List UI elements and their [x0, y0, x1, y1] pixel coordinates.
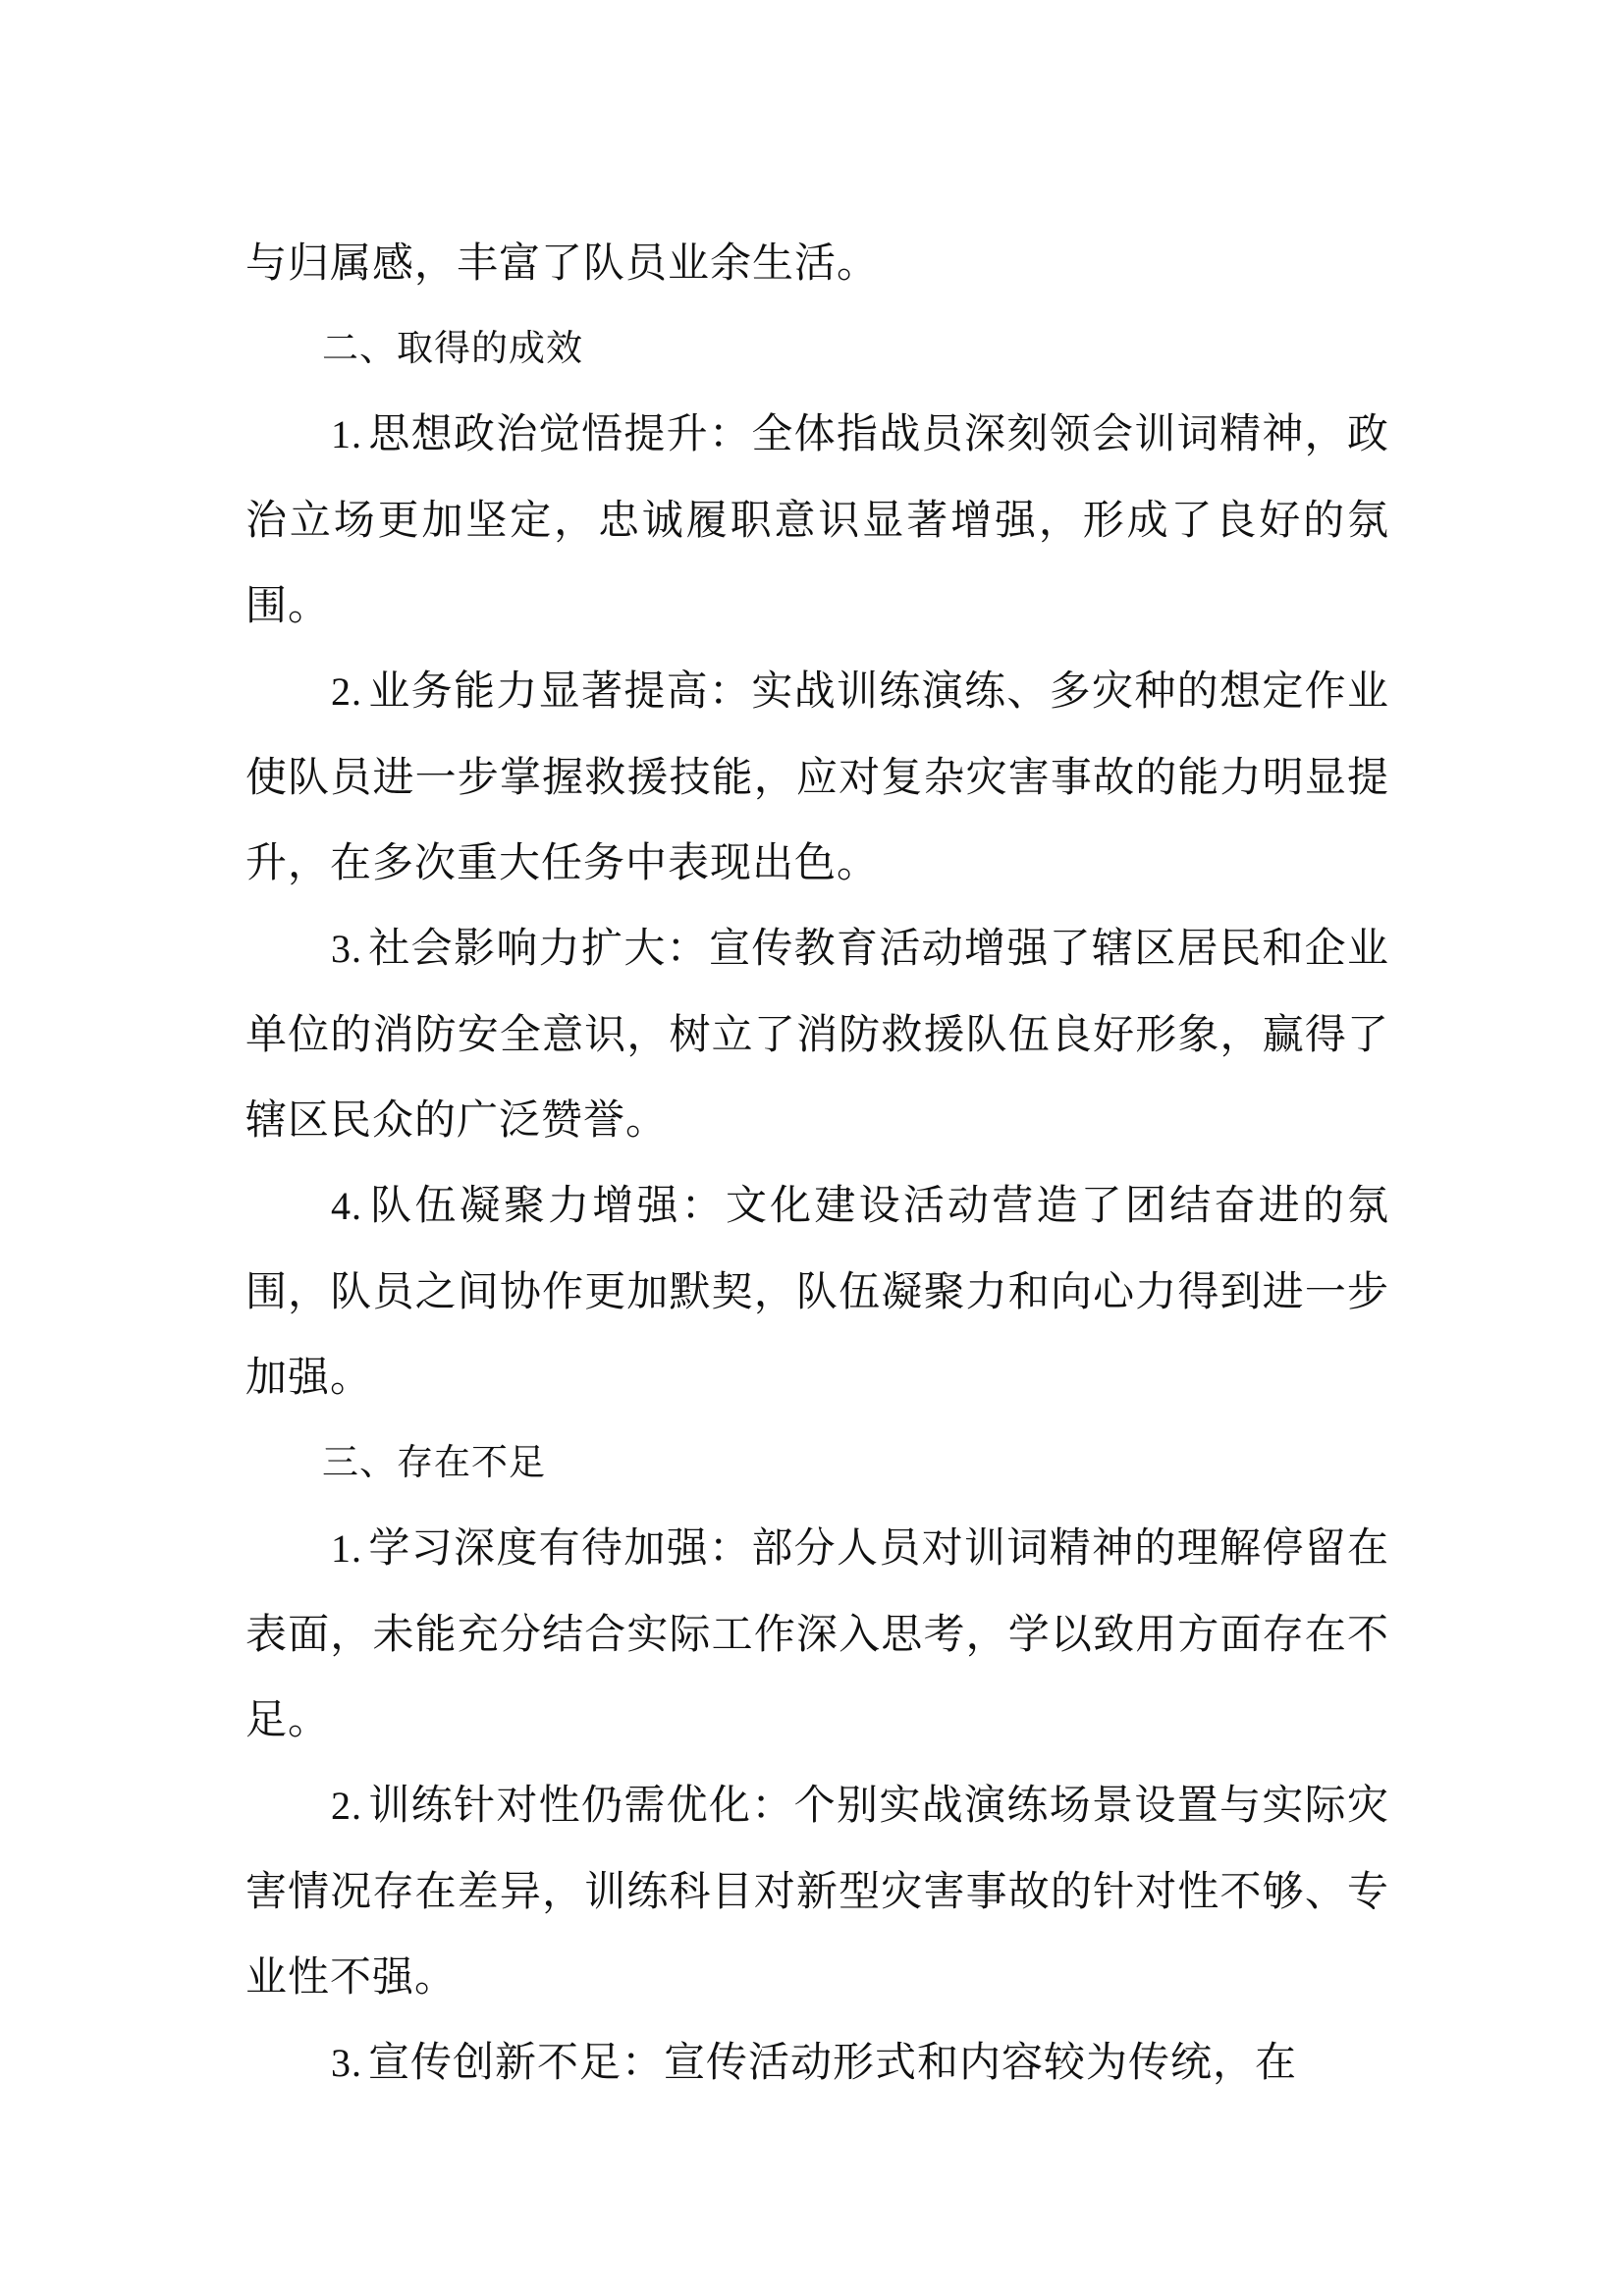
item-number: 1.	[331, 1526, 362, 1571]
item-text: 训练针对性仍需优化：个别实战演练场景设置与实际灾害情况存在差异，训练科目对新型灾害事故的针对性不够、专业性不强。	[245, 1781, 1389, 2001]
results-item-4	[245, 1162, 1389, 1419]
item-text: 思想政治觉悟提升：全体指战员深刻领会训词精神，政治立场更加坚定，忠诚履职意识显著增强，形成了良好的氛围。	[245, 409, 1389, 629]
section-heading-results: 二、取得的成效	[322, 327, 583, 369]
item-number: 3.	[331, 2041, 362, 2085]
item-number: 4.	[331, 1184, 362, 1228]
item-number: 1.	[331, 412, 362, 456]
shortcomings-item-2	[245, 1762, 1389, 2019]
section-heading-shortcomings: 三、存在不足	[322, 1441, 546, 1483]
document-body	[245, 220, 1389, 2106]
item-text: 队伍凝聚力增强：文化建设活动营造了团结奋进的氛围，队员之间协作更加默契，队伍凝聚力和向心力得到进一步加强。	[245, 1181, 1389, 1401]
shortcomings-item-1	[245, 1505, 1389, 1762]
item-number: 2.	[331, 1784, 362, 1828]
item-number: 3.	[331, 927, 362, 971]
item-text: 业务能力显著提高：实战训练演练、多灾种的想定作业使队员进一步掌握救援技能，应对复杂灾害事故的能力明显提升，在多次重大任务中表现出色。	[245, 667, 1389, 886]
results-item-2	[245, 648, 1389, 905]
shortcomings-item-3	[245, 2019, 1389, 2106]
intro-fragment: 与归属感，丰富了队员业余生活。	[245, 239, 880, 287]
item-text: 社会影响力扩大：宣传教育活动增强了辖区居民和企业单位的消防安全意识，树立了消防救援队伍良好形象，赢得了辖区民众的广泛赞誉。	[245, 924, 1389, 1144]
item-text: 学习深度有待加强：部分人员对训词精神的理解停留在表面，未能充分结合实际工作深入思考，学以致用方面存在不足。	[245, 1523, 1389, 1743]
results-item-1	[245, 391, 1389, 648]
item-number: 2.	[331, 669, 362, 714]
results-item-3	[245, 905, 1389, 1162]
item-text: 宣传创新不足：宣传活动形式和内容较为传统，在	[368, 2038, 1298, 2086]
